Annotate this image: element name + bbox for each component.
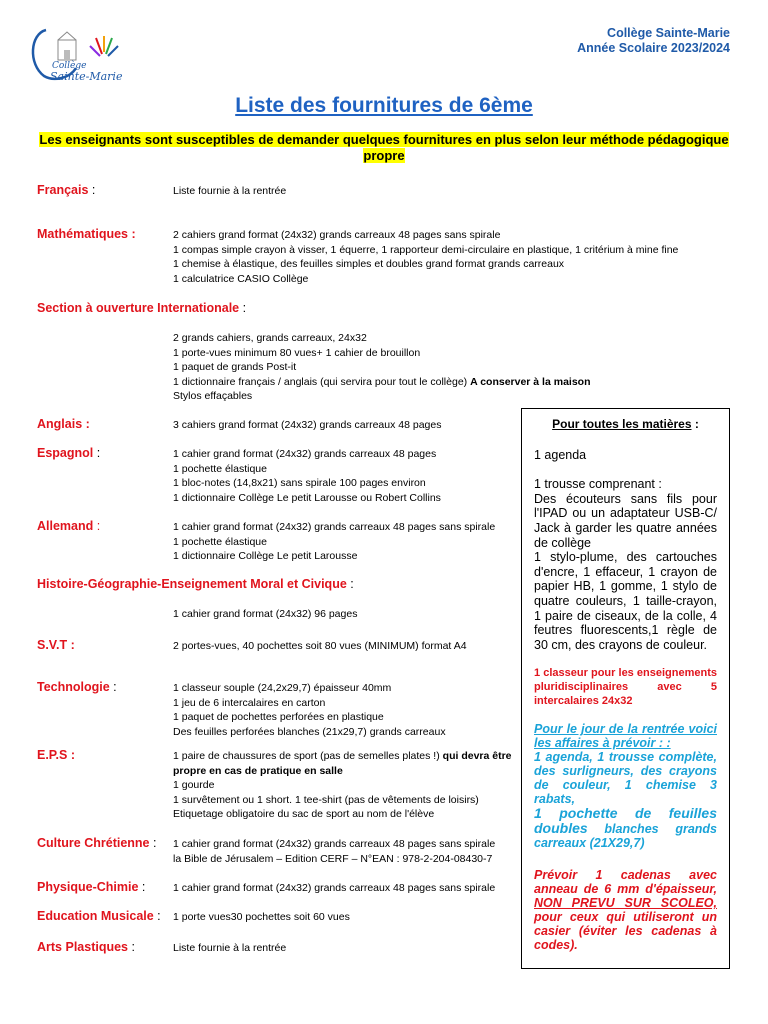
subject-maths: Mathématiques : [37,227,136,241]
subject-label: Physique-Chimie [37,880,139,894]
list-item: 2 cahiers grand format (24x32) grands carreaux 48 pages sans spirale [173,229,501,241]
list-item: 1 jeu de 6 intercalaires en carton [173,696,326,709]
box-stylo: 1 stylo-plume, des cartouches d'encre, 1 effaceur, 1 crayon de papier HB, 1 gomme, 1 stylo de quatre couleurs, 1 taille-crayon, 1 paire de ciseaux, de la colle, 4 feutres fluorescents,1 règle de 30 cm, des crayons de couleur. [534,550,717,652]
svg-text:Sainte-Marie: Sainte-Marie [50,70,123,83]
box-rentree: Pour le jour de la rentrée voici les affaires à prévoir : : 1 agenda, 1 trousse complète, des surligneurs, des crayons de couleur, 1 chemise 3 rabats, 1 pochette de feuilles doubles blanches grands carreaux (21X29,7) [534,722,717,851]
items-section [173,331,693,404]
list-item: 1 compas simple crayon à visser, 1 équerre, 1 rapporteur demi-circulaire en plastique, 1 critérium à mine fine [173,243,679,256]
list-item: 1 dictionnaire Collège Le petit Larousse [173,550,358,563]
subject-label: Culture Chrétienne [37,836,150,850]
box-cadenas: Prévoir 1 cadenas avec anneau de 6 mm d'épaisseur, NON PREVU SUR SCOLEO, pour ceux qui utiliseront un casier (éviter les cadenas à codes). [534,868,717,953]
list-item: la Bible de Jérusalem – Edition CERF – N°EAN : 978-2-204-08430-7 [173,852,493,865]
list-item: 1 gourde [173,779,215,792]
subject-label: Technologie [37,680,110,694]
list-item: propre en cas de pratique en salle [173,764,343,777]
box-ecouteurs: Des écouteurs sans fils pour l'IPAD ou un adaptateur USB-C/ Jack à garder les quatre années de collège [534,491,717,550]
subject-arts: Arts Plastiques : [37,940,135,954]
subject-label: Allemand [37,519,94,533]
subject-label: Histoire-Géographie-Enseignement Moral et Civique [37,577,347,591]
page-title: Liste des fournitures de 6ème [235,94,533,117]
items-culture [173,837,513,866]
items-eps [173,749,513,822]
subject-physique: Physique-Chimie : [37,880,146,894]
list-item: Des feuilles perforées blanches (21x29,7) grands carreaux [173,725,446,738]
subject-label: Arts Plastiques [37,940,129,954]
items-anglais [173,418,513,433]
list-item: 1 paire de chaussures de sport (pas de semelles plates !) qui devra être [173,750,512,762]
items-arts [173,941,513,956]
list-item: 1 porte vues30 pochettes soit 60 vues [173,911,350,923]
items-musique [173,910,513,925]
subject-svt: S.V.T : [37,638,75,652]
list-item: Etiquetage obligatoire du sac de sport au nom de l'élève [173,808,435,821]
subject-anglais: Anglais : [37,417,90,431]
list-item: 1 dictionnaire Collège Le petit Larousse ou Robert Collins [173,491,441,504]
list-item: Stylos effaçables [173,390,253,403]
subject-culture: Culture Chrétienne : [37,836,157,850]
list-item: Liste fournie à la rentrée [173,185,287,197]
list-item: 1 chemise à élastique, des feuilles simples et doubles grand format grands carreaux [173,258,565,271]
box-trousse: 1 trousse comprenant : [534,477,662,492]
list-item: 1 cahier grand format (24x32) 96 pages [173,608,358,620]
school-year: Année Scolaire 2023/2024 [577,41,730,55]
subject-label: Espagnol [37,446,94,460]
items-allemand [173,520,513,564]
subject-label: Education Musicale [37,909,154,923]
school-logo [24,24,144,90]
subject-musique: Education Musicale : [37,909,161,923]
box-title: Pour toutes les matières : [552,417,699,431]
list-item: 1 pochette élastique [173,462,267,475]
items-physique [173,881,513,896]
notice-text: Les enseignants sont susceptibles de demander quelques fournitures en plus selon leur méthode pédagogique propre [39,132,729,163]
list-item: 1 classeur souple (24,2x29,7) épaisseur 40mm [173,682,392,694]
school-header [577,26,730,56]
subject-label: Section à ouverture Internationale [37,301,240,315]
school-name: Collège Sainte-Marie [607,26,730,40]
items-espagnol [173,447,513,505]
box-rentree-items: 1 agenda, 1 trousse complète, des surligneurs, des crayons de couleur, 1 chemise 3 rabats, [534,750,717,807]
box-classeur: 1 classeur pour les enseignements pluridisciplinaires avec 5 intercalaires 24x32 [534,667,717,708]
list-item: 1 survêtement ou 1 short. 1 tee-shirt (pas de vêtements de loisirs) [173,793,479,806]
list-item: 1 porte-vues minimum 80 vues+ 1 cahier de brouillon [173,346,421,359]
list-item: 1 cahier grand format (24x32) grands carreaux 48 pages sans spirale [173,882,496,894]
subject-francais: Français : [37,183,96,197]
list-item: 2 grands cahiers, grands carreaux, 24x32 [173,332,367,344]
notice [36,132,732,164]
list-item: 1 paquet de pochettes perforées en plastique [173,711,384,724]
box-rentree-title: Pour le jour de la rentrée voici les affaires à prévoir : : [534,722,717,751]
subject-histoire: Histoire-Géographie-Enseignement Moral et Civique : [37,577,354,591]
box-pochette: 1 pochette de feuilles doubles [534,805,717,837]
list-item: 1 paquet de grands Post-it [173,361,297,374]
subject-allemand: Allemand : [37,519,101,533]
box-agenda: 1 agenda [534,447,587,462]
items-svt [173,639,513,654]
general-supplies-box [521,408,730,969]
subject-espagnol: Espagnol : [37,446,101,460]
list-item: 1 bloc-notes (14,8x21) sans spirale 100 pages environ [173,477,426,490]
subject-label: Français [37,183,89,197]
subject-section: Section à ouverture Internationale : [37,301,247,315]
subject-techno: Technologie : [37,680,117,694]
list-item: 1 cahier grand format (24x32) grands carreaux 48 pages sans spirale [173,521,496,533]
list-item: 1 pochette élastique [173,535,267,548]
items-histoire [173,607,513,622]
items-techno [173,681,513,739]
list-item: Liste fournie à la rentrée [173,942,287,954]
list-item: 1 calculatrice CASIO Collège [173,272,309,285]
list-item: 1 cahier grand format (24x32) grands carreaux 48 pages sans spirale [173,838,496,850]
list-item: 1 cahier grand format (24x32) grands carreaux 48 pages [173,448,437,460]
list-item: 1 dictionnaire français / anglais (qui servira pour tout le collège) A conserver à la maison [173,375,591,388]
bold-note: A conserver à la maison [470,375,591,388]
svg-text:Collège: Collège [52,61,87,71]
items-maths [173,228,693,286]
items-francais [173,184,513,199]
subject-eps: E.P.S : [37,748,75,762]
list-item: 2 portes-vues, 40 pochettes soit 80 vues (MINIMUM) format A4 [173,640,467,652]
list-item: 3 cahiers grand format (24x32) grands carreaux 48 pages [173,419,442,431]
